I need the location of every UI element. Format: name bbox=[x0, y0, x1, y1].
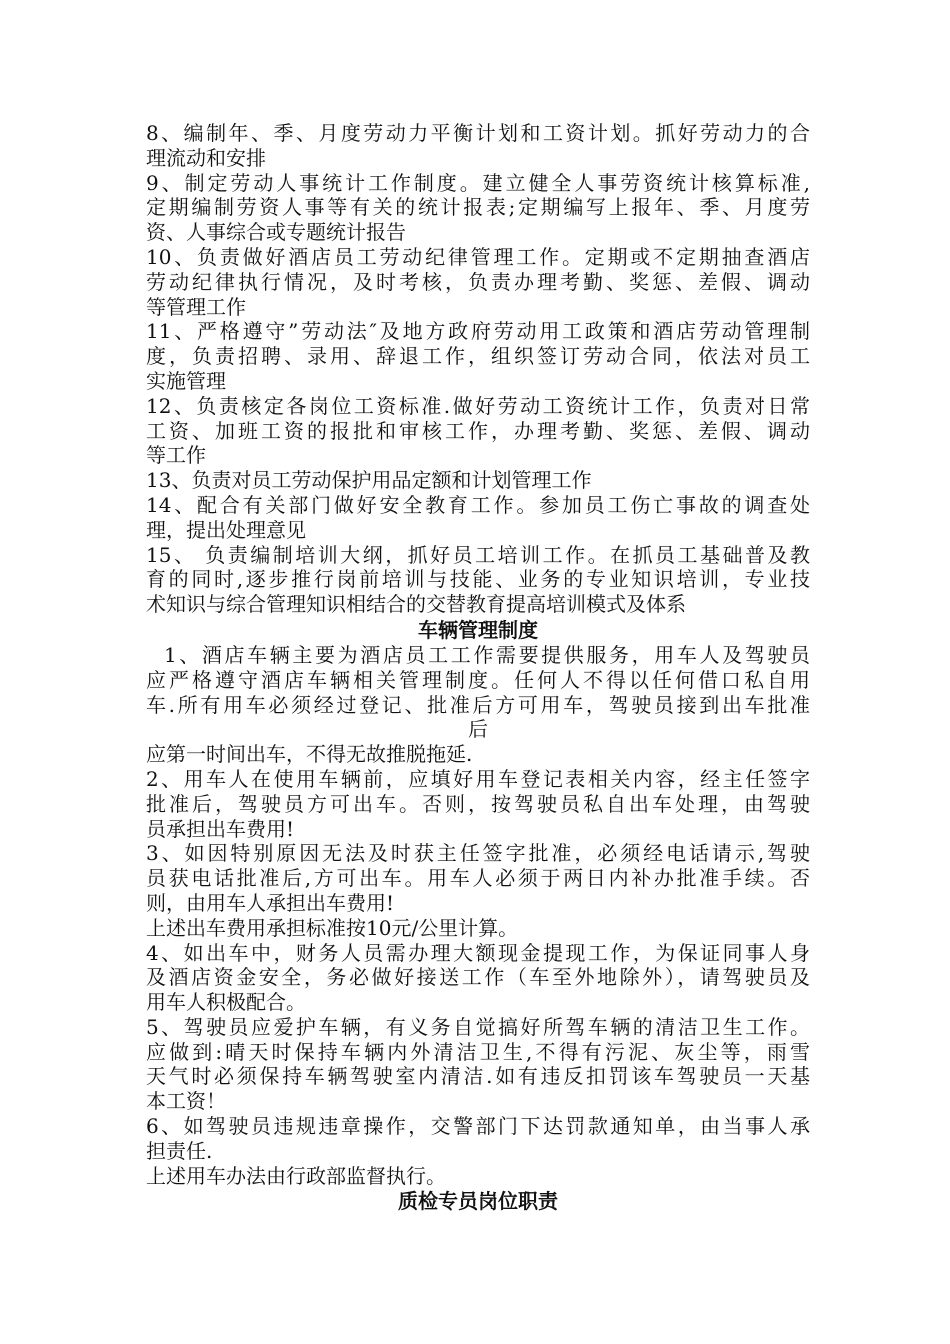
text-line: 13、负责对员工劳动保护用品定额和计划管理工作 bbox=[146, 468, 592, 493]
text-line: 则，由用车人承担出车费用! bbox=[146, 890, 395, 915]
text-line: 9、制定劳动人事统计工作制度。建立健全人事劳资统计核算标准, bbox=[146, 170, 810, 195]
text-line: 5、驾驶员应爱护车辆，有义务自觉搞好所驾车辆的清洁卫生工作。 bbox=[146, 1014, 810, 1039]
text-line: 术知识与综合管理知识相结合的交替教育提高培训模式及体系 bbox=[146, 592, 686, 617]
text-line: 应做到:晴天时保持车辆内外清洁卫生,不得有污泥、灰尘等，雨雪 bbox=[146, 1039, 810, 1064]
text-line: 员获电话批准后,方可出车。用车人必须于两日内补办批准手续。否 bbox=[146, 866, 810, 891]
text-line: 10、负责做好酒店员工劳动纪律管理工作。定期或不定期抽查酒店 bbox=[146, 244, 810, 269]
text-line: 劳动纪律执行情况，及时考核，负责办理考勤、奖惩、差假、调动 bbox=[146, 269, 810, 294]
text-line: 担责任. bbox=[146, 1138, 213, 1163]
text-line: 批准后，驾驶员方可出车。否则，按驾驶员私自出车处理，由驾驶 bbox=[146, 791, 810, 816]
text-line: 育的同时,逐步推行岗前培训与技能、业务的专业知识培训，专业技 bbox=[146, 567, 810, 592]
text-line: 用车人积极配合。 bbox=[146, 990, 306, 1015]
text-line: 实施管理 bbox=[146, 368, 226, 393]
text-line: 及酒店资金安全，务必做好接送工作（车至外地除外），请驾驶员及 bbox=[146, 965, 810, 990]
text-line: 车.所有用车必须经过登记、批准后方可用车，驾驶员接到出车批准 bbox=[146, 692, 810, 717]
vehicle-management-title: 车辆管理制度 bbox=[418, 617, 538, 642]
text-line: 本工资！ bbox=[146, 1089, 226, 1114]
document-page bbox=[146, 121, 810, 1214]
hr-duties-section bbox=[146, 121, 810, 617]
text-line: 3、如因特别原因无法及时获主任签字批准，必须经电话请示,驾驶 bbox=[146, 841, 810, 866]
text-line: 15、 负责编制培训大纲，抓好员工培训工作。在抓员工基础普及教 bbox=[146, 542, 810, 567]
qc-specialist-title: 质检专员岗位职责 bbox=[398, 1189, 558, 1214]
text-line: 员承担出车费用! bbox=[146, 816, 295, 841]
text-line: 后 bbox=[468, 717, 488, 742]
text-line: 工资、加班工资的报批和审核工作，办理考勤、奖惩、差假、调动 bbox=[146, 418, 810, 443]
text-line: 14、配合有关部门做好安全教育工作。参加员工伤亡事故的调查处 bbox=[146, 492, 810, 517]
text-line: 1、酒店车辆主要为酒店员工工作需要提供服务，用车人及驾驶员 bbox=[146, 642, 810, 667]
text-line: 2、用车人在使用车辆前，应填好用车登记表相关内容，经主任签字 bbox=[146, 766, 810, 791]
text-line: 8、编制年、季、月度劳动力平衡计划和工资计划。抓好劳动力的合 bbox=[146, 121, 810, 145]
text-line: 11、严格遵守”劳动法″及地方政府劳动用工政策和酒店劳动管理制 bbox=[146, 319, 810, 344]
text-line: 理，提出处理意见 bbox=[146, 517, 306, 542]
text-line: 6、如驾驶员违规违章操作，交警部门下达罚款通知单，由当事人承 bbox=[146, 1114, 810, 1139]
text-line: 等管理工作 bbox=[146, 294, 246, 319]
text-line: 12、负责核定各岗位工资标准.做好劳动工资统计工作，负责对日常 bbox=[146, 393, 810, 418]
text-line: 应第一时间出车，不得无故推脱拖延. bbox=[146, 742, 473, 767]
text-line: 等工作 bbox=[146, 443, 206, 468]
text-line: 定期编制劳资人事等有关的统计报表;定期编写上报年、季、月度劳 bbox=[146, 195, 810, 220]
text-line: 资、人事综合或专题统计报告 bbox=[146, 220, 406, 245]
text-line: 理流动和安排 bbox=[146, 145, 266, 170]
vehicle-management-section bbox=[146, 643, 810, 1189]
text-line: 天气时必须保持车辆驾驶室内清洁.如有违反扣罚该车驾驶员一天基 bbox=[146, 1064, 810, 1089]
text-line: 4、如出车中，财务人员需办理大额现金提现工作，为保证同事人身 bbox=[146, 940, 810, 965]
text-line: 上述用车办法由行政部监督执行。 bbox=[146, 1163, 446, 1188]
text-line: 应严格遵守酒店车辆相关管理制度。任何人不得以任何借口私自用 bbox=[146, 667, 810, 692]
text-line: 度，负责招聘、录用、辞退工作，组织签订劳动合同，依法对员工 bbox=[146, 344, 810, 369]
text-line: 上述出车费用承担标准按10元/公里计算。 bbox=[146, 915, 519, 940]
